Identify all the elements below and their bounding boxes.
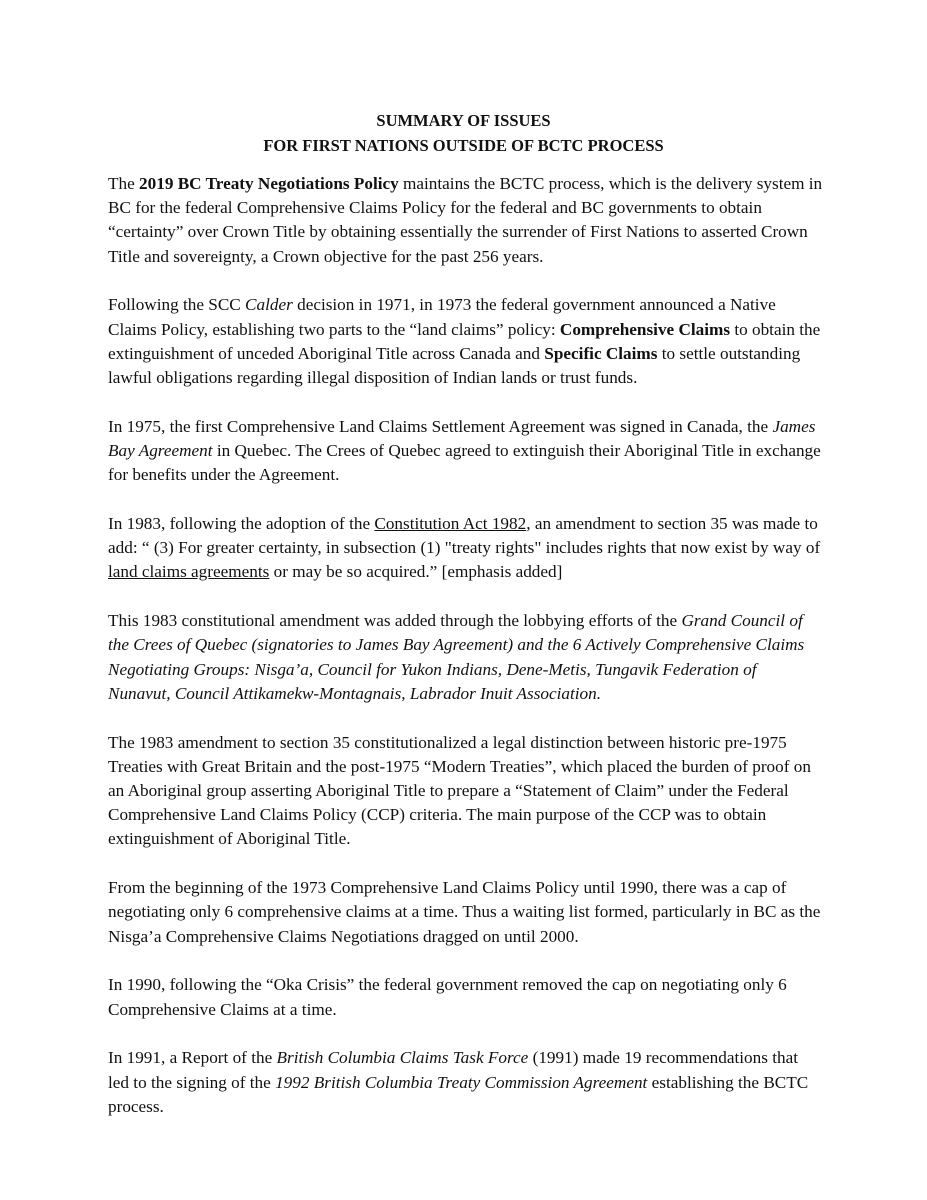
text-run: The 1983 amendment to section 35 constitutionalized a legal distinction between historic pre-1975 Treaties with Great Britain and the post-1975 “Modern Treaties”, which placed the burden of proof on an Aboriginal group asserting Aboriginal Title to prepare a “Statement of Claim” under the Federal Comprehensive Land Claims Policy (CCP) criteria. The main purpose of the CCP was to obtain extinguishment of Aboriginal Title. xyxy=(108,732,811,849)
paragraph-task-force xyxy=(108,1046,823,1119)
text-run: Following the SCC xyxy=(108,295,246,315)
paragraph-section-35 xyxy=(108,512,823,585)
text-run: From the beginning of the 1973 Comprehensive Land Claims Policy until 1990, there was a cap of negotiating only 6 comprehensive claims at a time. Thus a waiting list formed, particularly in BC as the Nisga’a Comprehensive Claims Negotiations dragged on until 2000. xyxy=(108,878,821,946)
bold-comprehensive-claims: Comprehensive Claims xyxy=(559,319,731,339)
title-line-2: FOR FIRST NATIONS OUTSIDE OF BCTC PROCESS xyxy=(263,136,664,155)
paragraph-cap xyxy=(108,876,823,949)
underline-constitution-act: Constitution Act 1982 xyxy=(374,514,527,534)
paragraph-oka-crisis xyxy=(108,973,823,1021)
text-run: In 1991, a Report of the xyxy=(108,1048,277,1068)
document-title xyxy=(0,108,927,158)
title-line-1: SUMMARY OF ISSUES xyxy=(376,111,551,130)
bold-specific-claims: Specific Claims xyxy=(544,343,658,363)
paragraph-james-bay xyxy=(108,415,823,488)
text-run: The xyxy=(108,174,140,193)
text-run: maintains the BCTC process, which is the delivery system in BC for the federal Comprehensive Claims Policy for the federal and BC governments to obtain “certainty” over Crown Title by obtaining essentially the surrender of First Nations to asserted Crown Title and sovereignty, a Crown objective for the past 256 years. xyxy=(108,174,823,266)
text-run: or may be so acquired.” [emphasis added] xyxy=(269,562,563,582)
text-run: in Quebec. The Crees of Quebec agreed to extinguish their Aboriginal Title in exchange for benefits under the Agreement. xyxy=(108,441,821,485)
italic-negotiating-groups: Grand Council of the Crees of Quebec (signatories to James Bay Agreement) and the 6 Actively Comprehensive Claims Negotiating Groups: Nisga’a, Council for Yukon Indians, Dene-Metis, Tungavik Federation of Nunavut, Council Attikamekw-Montagnais, Labrador Inuit Association. xyxy=(108,611,805,703)
paragraph-modern-treaties xyxy=(108,731,823,852)
text-run: In 1990, following the “Oka Crisis” the federal government removed the cap on negotiating only 6 Comprehensive Claims at a time. xyxy=(108,975,787,1019)
document-body xyxy=(108,172,823,1144)
underline-land-claims-agreements: land claims agreements xyxy=(108,562,270,582)
bold-policy-name: 2019 BC Treaty Negotiations Policy xyxy=(139,174,399,193)
italic-commission-agreement: 1992 British Columbia Treaty Commission Agreement xyxy=(275,1072,648,1092)
text-run: (1991) made 19 recommendations that led to the signing of the xyxy=(108,1048,798,1092)
text-run: establishing the BCTC process. xyxy=(108,1072,809,1116)
text-run: to settle outstanding lawful obligations regarding illegal disposition of Indian lands or trust funds. xyxy=(108,343,801,388)
italic-calder: Calder xyxy=(245,295,293,315)
italic-james-bay-agreement: James Bay Agreement xyxy=(108,416,816,461)
paragraph-lobbying xyxy=(108,609,823,706)
text-run: This 1983 constitutional amendment was added through the lobbying efforts of the xyxy=(108,611,682,631)
italic-task-force: British Columbia Claims Task Force xyxy=(276,1048,529,1068)
text-run: decision in 1971, in 1973 the federal government announced a Native Claims Policy, establishing two parts to the “land claims” policy: xyxy=(108,295,776,339)
text-run: , an amendment to section 35 was made to add: “ (3) For greater certainty, in subsection (1) "treaty rights" includes rights that now exist by way of xyxy=(108,514,821,558)
paragraph-treaty-policy xyxy=(108,172,823,269)
text-run: In 1975, the first Comprehensive Land Claims Settlement Agreement was signed in Canada, the xyxy=(108,416,773,436)
text-run: In 1983, following the adoption of the xyxy=(108,514,375,534)
text-run: to obtain the extinguishment of unceded Aboriginal Title across Canada and xyxy=(108,319,821,363)
paragraph-calder xyxy=(108,293,823,390)
